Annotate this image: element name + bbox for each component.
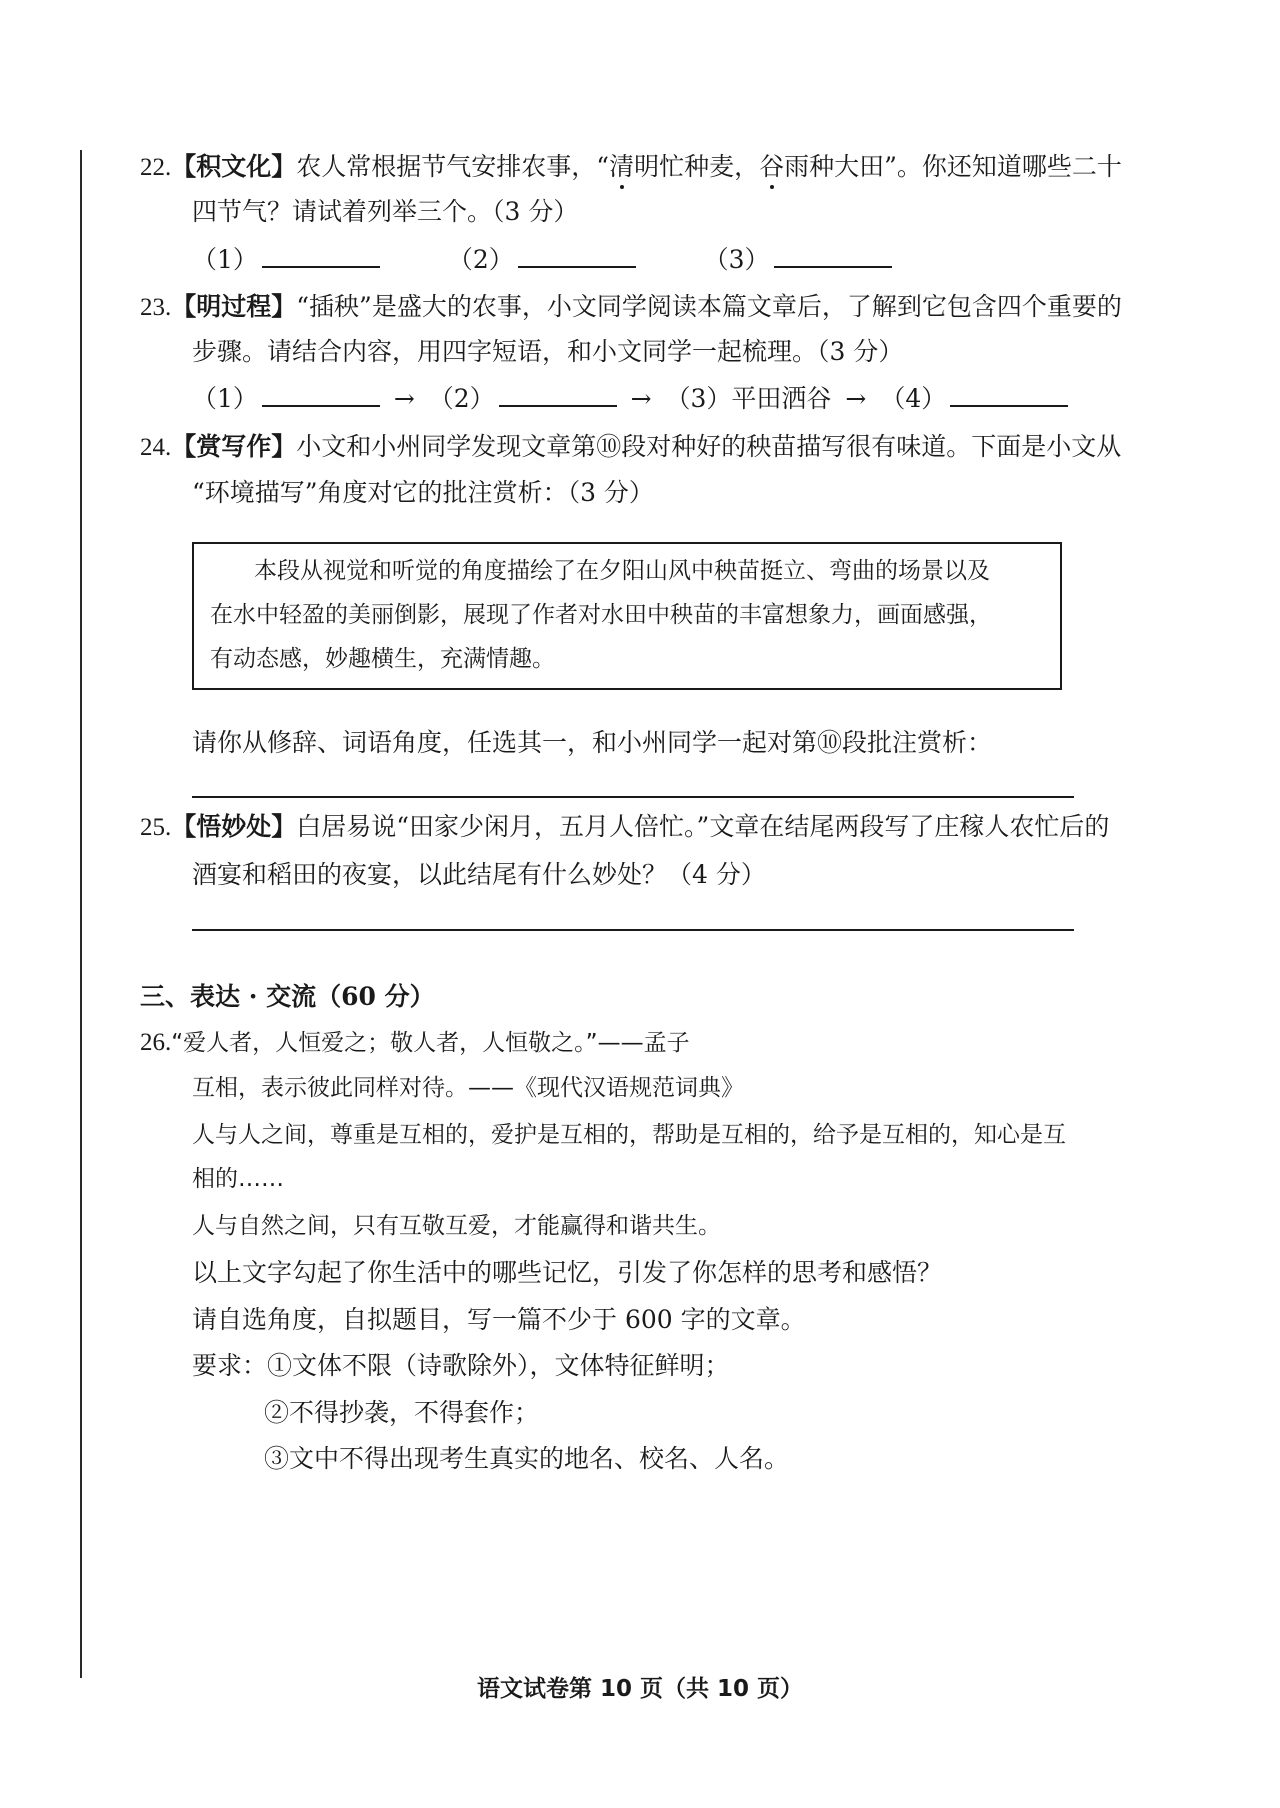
q22-line1 [140, 152, 1122, 183]
q23-step2-line[interactable] [499, 405, 617, 407]
q25-tag: 【悟妙处】 [171, 812, 297, 841]
q26-task: 请自选角度，自拟题目，写一篇不少于 600 字的文章。 [192, 1305, 806, 1334]
q24-tag: 【赏写作】 [171, 432, 297, 461]
q22-blank2-label: （2） [447, 245, 514, 274]
q23-step4-line[interactable] [950, 405, 1068, 407]
q26-para2: 人与自然之间，只有互敬互爱，才能赢得和谐共生。 [192, 1213, 721, 1239]
q22-blank3-label: （3） [703, 245, 770, 274]
q23-line2: 步骤。请结合内容，用四字短语，和小文同学一起梳理。（3 分） [192, 337, 904, 366]
q26-quote: “爱人者，人恒爱之；敬人者，人恒敬之。”——孟子 [171, 1030, 690, 1056]
annotation-line-2: 在水中轻盈的美丽倒影，展现了作者对水田中秧苗的丰富想象力，画面感强， [210, 602, 992, 628]
q22-text-c: 雨种大田”。你还知道哪些二十 [784, 152, 1122, 181]
q24-prompt: 请你从修辞、词语角度，任选其一，和小州同学一起对第⑩段批注赏析： [192, 728, 993, 757]
q22-text-b: 明忙种麦， [634, 152, 760, 181]
q25-line2: 酒宴和稻田的夜宴，以此结尾有什么妙处？（4 分） [192, 860, 766, 889]
annotation-line-1: 本段从视觉和听觉的角度描绘了在夕阳山风中秧苗挺立、弯曲的场景以及 [254, 558, 990, 584]
q25-number: 25. [140, 814, 172, 841]
q26-req1: 要求：①文体不限（诗歌除外），文体特征鲜明； [192, 1351, 730, 1380]
q23-arrow1: → [393, 384, 415, 413]
q23-steps-row [192, 384, 1068, 414]
q23-number: 23. [140, 294, 172, 321]
annotation-line-3: 有动态感，妙趣横生，充满情趣。 [210, 646, 555, 672]
annotation-box [192, 542, 1062, 690]
q22-blanks-row [192, 245, 892, 275]
q23-step4-label: （4） [880, 384, 947, 413]
q26-req3: ③文中不得出现考生真实的地名、校名、人名。 [264, 1444, 790, 1473]
q25-answer-line[interactable] [192, 929, 1074, 931]
q22-blank2-line[interactable] [518, 266, 636, 268]
q26-line1 [140, 1027, 690, 1058]
q26-ask: 以上文字勾起了你生活中的哪些记忆，引发了你怎样的思考和感悟？ [192, 1258, 943, 1287]
q23-text: “插秧”是盛大的农事，小文同学阅读本篇文章后，了解到它包含四个重要的 [296, 292, 1122, 321]
page-footer: 语文试卷第 10 页（共 10 页） [476, 1676, 804, 1702]
q24-number: 24. [140, 434, 172, 461]
q24-line1 [140, 432, 1121, 463]
q23-step2-label: （2） [428, 384, 495, 413]
q24-text: 小文和小州同学发现文章第⑩段对种好的秧苗描写很有味道。下面是小文从 [296, 432, 1122, 461]
q23-tag: 【明过程】 [171, 292, 297, 321]
q23-arrow3: → [845, 384, 867, 413]
q23-step1-label: （1） [192, 384, 258, 413]
q22-text-a: 农人常根据节气安排农事，“ [296, 152, 610, 181]
q26-req2: ②不得抄袭，不得套作； [264, 1398, 540, 1427]
q25-line1 [140, 812, 1109, 843]
q22-dotted-char-1: 清 [609, 152, 635, 181]
q22-blank3-line[interactable] [774, 266, 892, 268]
q22-blank1-label: （1） [192, 245, 258, 274]
q22-dotted-char-2: 谷 [759, 152, 785, 181]
q23-step1-line[interactable] [262, 405, 380, 407]
section3-heading: 三、表达 · 交流（60 分） [140, 982, 435, 1011]
margin-rule [80, 150, 82, 1678]
q22-number: 22. [140, 154, 172, 181]
q25-text: 白居易说“田家少闲月，五月人倍忙。”文章在结尾两段写了庄稼人农忙后的 [296, 812, 1110, 841]
q22-line2: 四节气？请试着列举三个。（3 分） [192, 197, 579, 226]
q24-answer-line[interactable] [192, 796, 1074, 798]
q26-para1-cont: 相的…… [192, 1166, 284, 1192]
q24-line2: “环境描写”角度对它的批注赏析：（3 分） [192, 478, 654, 507]
q22-tag: 【积文化】 [171, 152, 297, 181]
q26-number: 26. [140, 1029, 172, 1056]
q23-step3: （3）平田洒谷 [665, 384, 832, 413]
q23-arrow2: → [630, 384, 652, 413]
q22-blank1-line[interactable] [262, 266, 380, 268]
q26-definition: 互相，表示彼此同样对待。——《现代汉语规范词典》 [192, 1075, 744, 1101]
q23-line1 [140, 292, 1122, 323]
q26-para1: 人与人之间，尊重是互相的，爱护是互相的，帮助是互相的，给予是互相的，知心是互 [192, 1122, 1066, 1148]
